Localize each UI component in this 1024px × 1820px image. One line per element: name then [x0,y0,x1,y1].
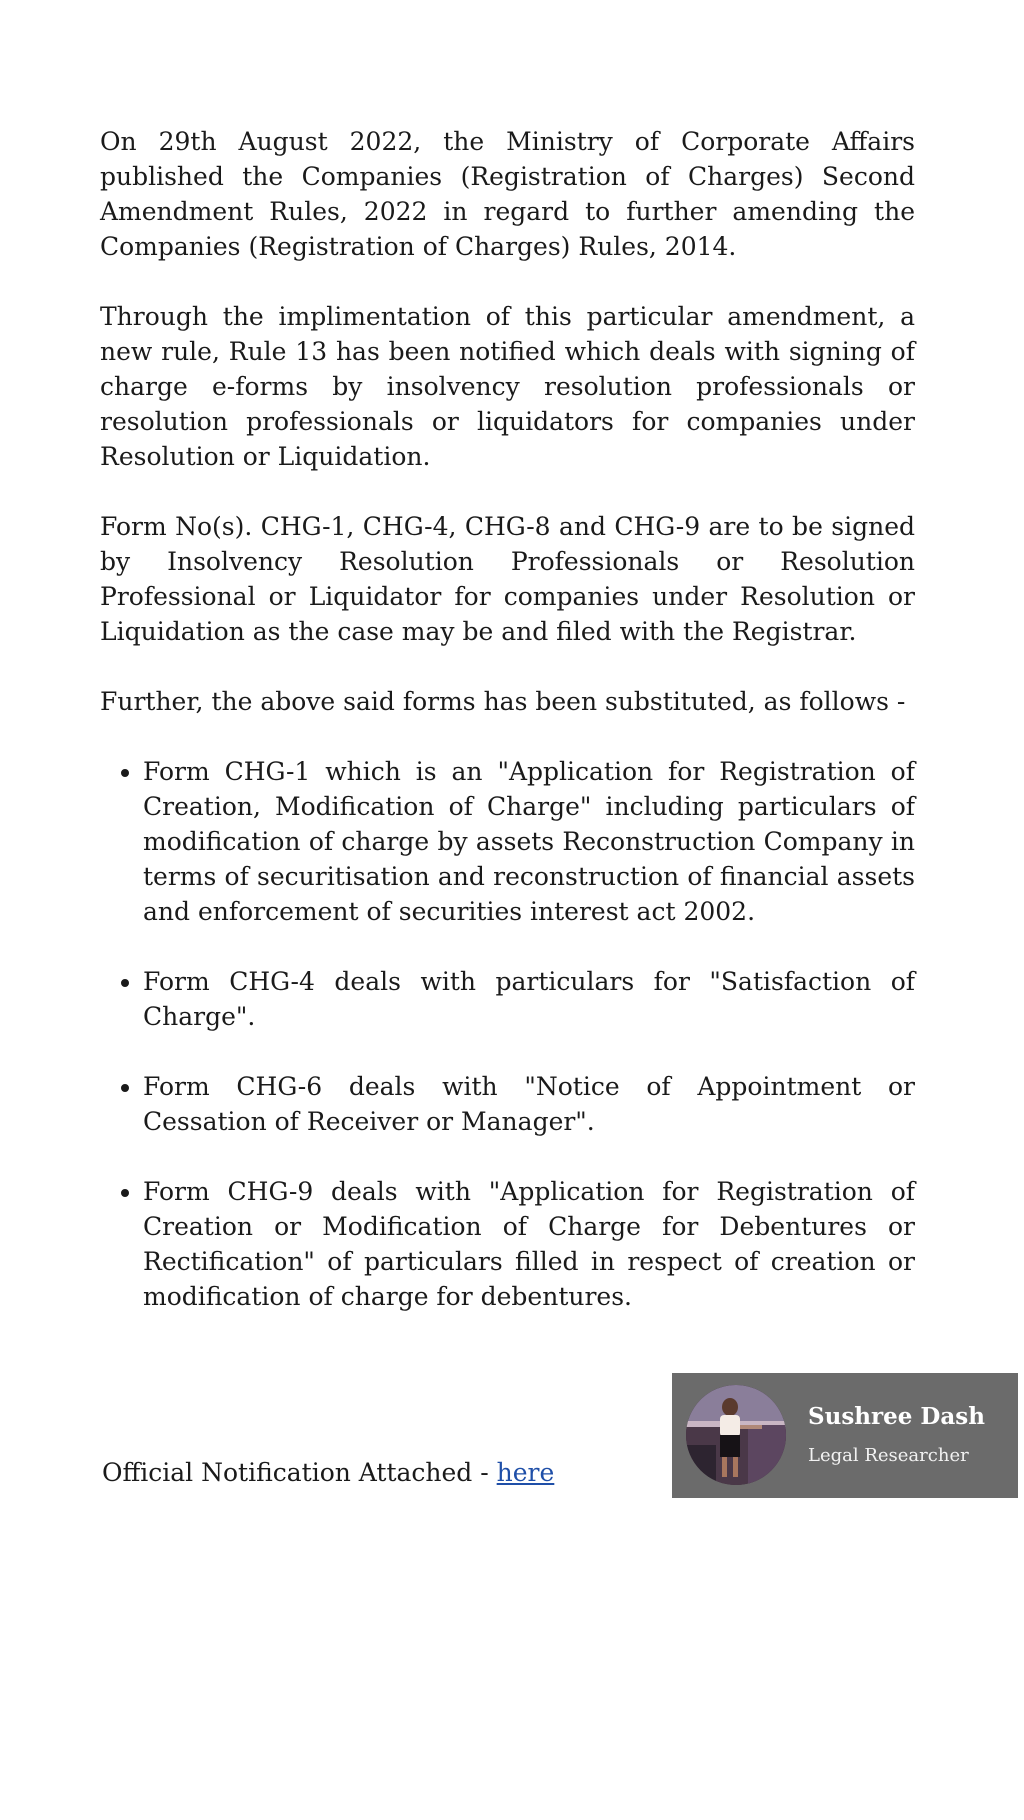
list-item-chg-9: • Form CHG-9 deals with "Application for Registration of Creation or Modification of Charge for Debentures or Rectification" of particulars filled in respect of creation or modification of charge for debentures. [143,1174,915,1314]
forms-list [100,754,915,1314]
avatar [686,1385,786,1485]
paragraph-forms-signing: Form No(s). CHG-1, CHG-4, CHG-8 and CHG-9 are to be signed by Insolvency Resolution Professionals or Resolution Professional or Liquidator for companies under Resolution or Liquidation as the case may be and filed with the Registrar. [100,512,915,646]
notification-label: Official Notification Attached - [102,1458,497,1487]
notification-link[interactable]: here [496,1458,555,1487]
notification-line [102,1455,554,1490]
avatar-photo-icon [686,1385,786,1485]
paragraph-substitution: Further, the above said forms has been substituted, as follows - [100,687,906,716]
paragraph-intro: On 29th August 2022, the Ministry of Corporate Affairs published the Companies (Registration of Charges) Second Amendment Rules, 2022 in regard to further amending the Companies (Registration of Charges) Rules, 2014. [100,127,915,261]
list-item-chg-1: • Form CHG-1 which is an "Application for Registration of Creation, Modification of Charge" including particulars of modification of charge by assets Reconstruction Company in terms of securitisation and reconstruction of financial assets and enforcement of securities interest act 2002. [143,754,915,929]
paragraph-rule-13: Through the implimentation of this particular amendment, a new rule, Rule 13 has been notified which deals with signing of charge e-forms by insolvency resolution professionals or resolution professionals or liquidators for companies under Resolution or Liquidation. [100,302,915,471]
list-item-chg-6: • Form CHG-6 deals with "Notice of Appointment or Cessation of Receiver or Manager". [143,1069,915,1139]
list-item-chg-4: • Form CHG-4 deals with particulars for "Satisfaction of Charge". [143,964,915,1034]
author-card [672,1373,1018,1498]
author-role: Legal Researcher [808,1445,969,1466]
article-body [100,124,915,1349]
author-name: Sushree Dash [808,1403,985,1430]
